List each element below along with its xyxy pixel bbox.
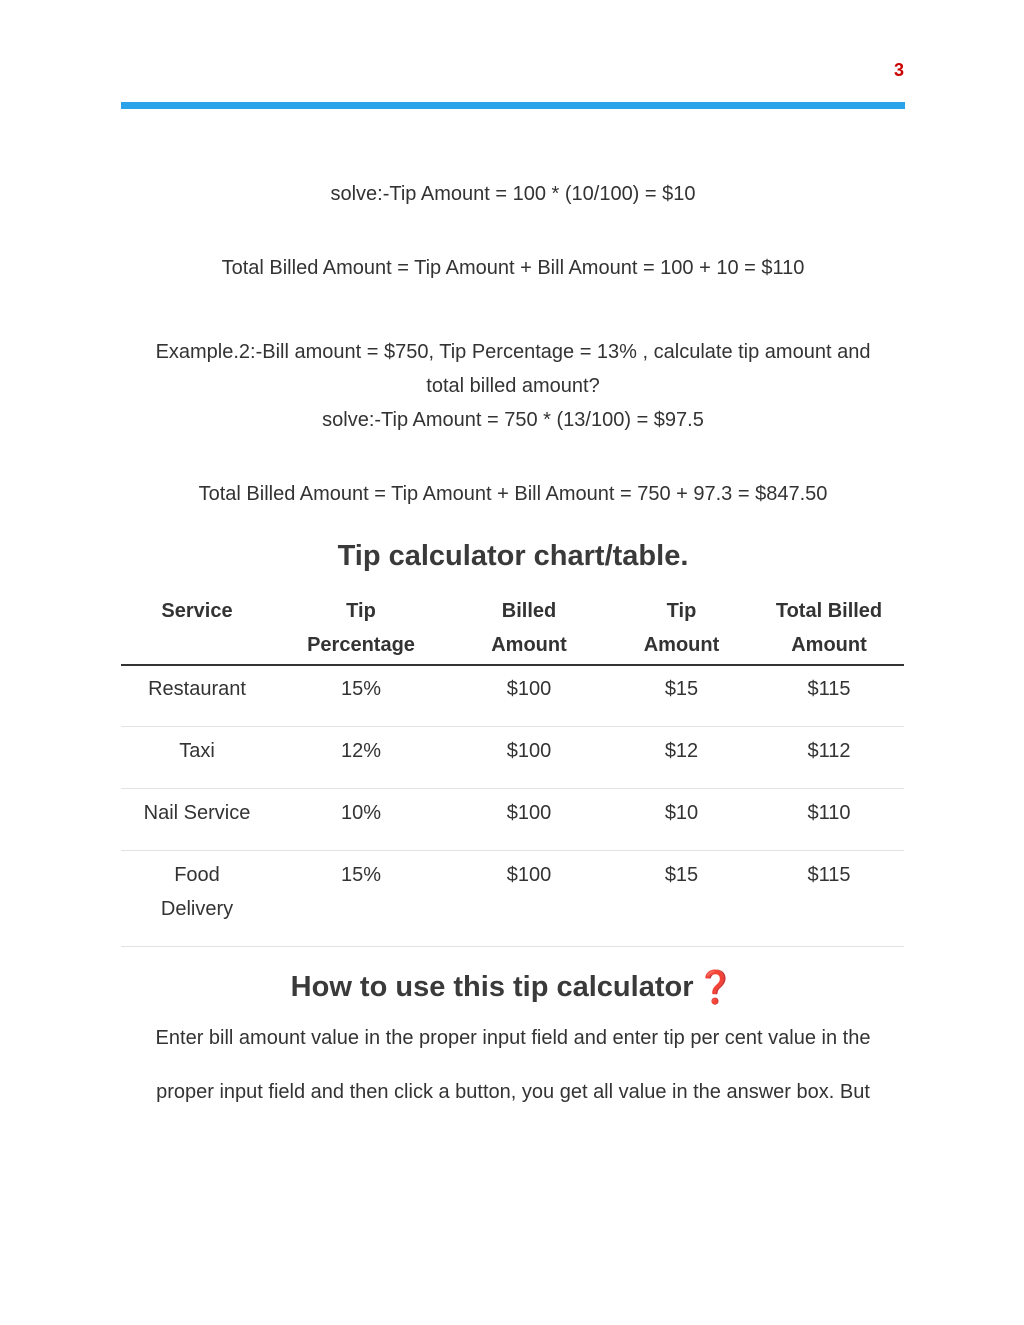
cell-service: [121, 665, 273, 727]
example-2-line-2: total billed amount?: [426, 375, 600, 397]
table-row: [121, 665, 904, 727]
header-service-line1: Service: [161, 600, 233, 622]
header-tip-amount-line1: Tip: [666, 600, 697, 622]
header-tip-percentage-line2: Percentage: [307, 634, 415, 656]
header-tip-amount-line2: Amount: [643, 634, 720, 656]
example-2-line-1: Example.2:-Bill amount = $750, Tip Percentage = 13% , calculate tip amount and: [155, 341, 871, 363]
cell-service-line2: Delivery: [160, 898, 234, 920]
table-header-row: [121, 594, 904, 665]
cell-service-line1: Nail Service: [143, 802, 251, 824]
cell-service-line1: Taxi: [179, 740, 215, 762]
header-tip-amount: [609, 594, 754, 665]
table-row: [121, 851, 904, 947]
header-tip-percentage-line1: Tip: [346, 600, 376, 622]
cell-tip-percentage: 15%: [273, 851, 449, 947]
cell-total-billed: $115: [754, 665, 904, 727]
cell-tip-amount: $15: [609, 851, 754, 947]
tip-table: [121, 594, 904, 947]
header-rule: [121, 102, 905, 109]
cell-service-line1: Food: [174, 864, 220, 886]
table-heading: Tip calculator chart/table.: [337, 540, 689, 572]
total-line-1: Total Billed Amount = Tip Amount + Bill Amount = 100 + 10 = $110: [221, 257, 805, 279]
cell-billed-amount: $100: [449, 789, 609, 851]
cell-tip-percentage: 15%: [273, 665, 449, 727]
cell-tip-percentage: 10%: [273, 789, 449, 851]
header-service-line2: [127, 628, 267, 662]
cell-service: [121, 727, 273, 789]
cell-total-billed: $115: [754, 851, 904, 947]
page-number: 3: [893, 60, 904, 80]
table-row: [121, 727, 904, 789]
header-billed-amount: [449, 594, 609, 665]
cell-service-line1: Restaurant: [148, 678, 246, 700]
cell-total-billed: $112: [754, 727, 904, 789]
header-total-billed-line1: Total Billed: [775, 600, 883, 622]
example-2-text: [121, 335, 905, 437]
cell-service: [121, 851, 273, 947]
cell-tip-amount: $10: [609, 789, 754, 851]
header-billed-amount-line2: Amount: [491, 634, 567, 656]
cell-tip-amount: $15: [609, 665, 754, 727]
solve-line-1: solve:-Tip Amount = 100 * (10/100) = $10: [330, 183, 696, 205]
cell-billed-amount: $100: [449, 727, 609, 789]
header-total-billed-line2: Amount: [791, 634, 867, 656]
howto-heading: [121, 969, 905, 1005]
cell-billed-amount: $100: [449, 851, 609, 947]
header-service: [121, 594, 273, 665]
cell-tip-amount: $12: [609, 727, 754, 789]
howto-body-line2: proper input field and then click a button, you get all value in the answer box. But: [156, 1081, 870, 1103]
cell-total-billed: $110: [754, 789, 904, 851]
header-total-billed: [754, 594, 904, 665]
header-tip-percentage: [273, 594, 449, 665]
howto-heading-text: How to use this tip calculator: [290, 971, 694, 1003]
howto-body: [121, 1011, 905, 1119]
table-row: [121, 789, 904, 851]
cell-billed-amount: $100: [449, 665, 609, 727]
howto-body-line1: Enter bill amount value in the proper input field and enter tip per cent value in the: [155, 1027, 871, 1049]
cell-tip-percentage: 12%: [273, 727, 449, 789]
question-mark-icon: ❓: [695, 969, 736, 1005]
header-billed-amount-line1: Billed: [501, 600, 557, 622]
solve-line-2: solve:-Tip Amount = 750 * (13/100) = $97.5: [322, 409, 704, 431]
total-line-2: Total Billed Amount = Tip Amount + Bill Amount = 750 + 97.3 = $847.50: [198, 483, 828, 505]
cell-service: [121, 789, 273, 851]
